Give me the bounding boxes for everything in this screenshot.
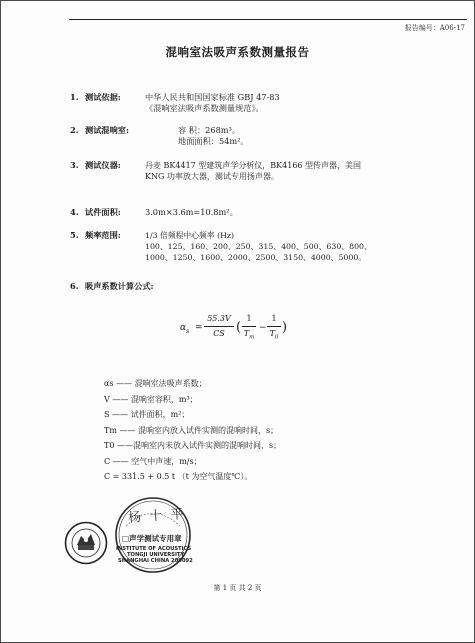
section-line: 丹麦 BK4417 型建筑声学分析仪，BK4166 型传声器，美国 bbox=[145, 161, 362, 170]
report-title: 混响室法吸声系数测量报告 bbox=[165, 45, 310, 59]
section-body bbox=[145, 92, 280, 114]
section-heading: 吸声系数计算公式: bbox=[85, 281, 154, 291]
legend-text: —— 试件面积，m²； bbox=[112, 410, 190, 419]
section-3 bbox=[70, 160, 450, 184]
page-footer: 第 1 页 共 2 页 bbox=[213, 584, 262, 592]
section-number: 2. bbox=[70, 125, 79, 135]
stamp-english-line: TONGJI UNIVERSITY bbox=[127, 552, 185, 558]
section-2 bbox=[70, 125, 450, 149]
section-heading: 频率范围: bbox=[85, 230, 121, 240]
section-number: 1. bbox=[70, 92, 79, 102]
section-number: 5. bbox=[70, 230, 79, 240]
legend-symbol: V bbox=[104, 394, 110, 404]
formula-equals: = bbox=[195, 323, 203, 333]
legend-text: —— 混响室内放入试件实测的混响时间，s； bbox=[119, 425, 279, 435]
legend-symbol: C = 331.5 + 0.5 t bbox=[104, 472, 176, 481]
formula-symbol: α bbox=[180, 323, 187, 333]
section-6 bbox=[70, 281, 450, 295]
section-number: 4. bbox=[70, 207, 79, 217]
formula-subscript: s bbox=[186, 327, 190, 335]
section-number: 6. bbox=[70, 281, 79, 291]
legend-row bbox=[104, 376, 281, 392]
formula-paren: ( bbox=[236, 320, 242, 335]
legend-row bbox=[104, 469, 281, 485]
section-heading: 测试依据: bbox=[85, 92, 121, 102]
legend-row bbox=[104, 392, 281, 408]
stamp-english-line: INSTITUTE OF ACOUSTICS bbox=[116, 546, 192, 552]
section-line: 中华人民共和国国家标准 GBJ 47-83 bbox=[145, 92, 280, 102]
section-heading: 试件面积: bbox=[85, 207, 121, 217]
section-number: 3. bbox=[70, 160, 79, 170]
section-heading: 测试混响室: bbox=[85, 125, 129, 135]
section-1 bbox=[70, 92, 450, 116]
stamp-english-line: SHANGHAI CHINA 200092 bbox=[118, 558, 193, 564]
symbol-legend bbox=[104, 376, 281, 485]
section-body bbox=[145, 160, 361, 182]
legend-row bbox=[104, 454, 281, 470]
section-line: 《混响室法吸声系数测量规范》。 bbox=[145, 103, 264, 113]
formula-one: 1 bbox=[246, 314, 252, 323]
absorption-formula bbox=[180, 311, 290, 347]
section-4 bbox=[70, 207, 450, 221]
legend-symbol: T0 bbox=[104, 441, 115, 450]
legend-row bbox=[104, 407, 281, 423]
section-body bbox=[145, 207, 238, 218]
formula-subscript: 0 bbox=[274, 334, 279, 341]
section-line: 1000、1250、1600、2000、2500、3150、4000、5000。 bbox=[145, 253, 367, 262]
section-line: 3.0m×3.6m=10.8m²。 bbox=[145, 207, 238, 217]
legend-text: ——混响室内未放入试件实测的混响时间，s； bbox=[116, 441, 282, 450]
section-line: 容 积：268m³。 bbox=[178, 125, 241, 135]
legend-text: （t 为空气温度℃）。 bbox=[177, 472, 253, 481]
header-rule bbox=[69, 19, 467, 20]
legend-text: —— 混响室容积，m³； bbox=[112, 394, 198, 404]
section-line: KNG 功率放大器，测试专用扬声器。 bbox=[145, 172, 279, 181]
section-heading: 测试仪器: bbox=[85, 160, 121, 170]
signature: 杨 十 平 bbox=[127, 507, 186, 526]
section-line: 100、125、160、200、250、315、400、500、630、800、 bbox=[145, 242, 372, 251]
formula-denominator: CS bbox=[213, 329, 225, 338]
university-seal-icon bbox=[64, 521, 108, 565]
legend-text: —— 空气中声速，m/s； bbox=[112, 456, 202, 466]
section-line: 地面面积：54m²。 bbox=[178, 136, 249, 146]
legend-text: —— 混响室法吸声系数； bbox=[116, 379, 207, 388]
legend-symbol: S bbox=[104, 410, 110, 419]
legend-row bbox=[104, 438, 281, 454]
formula-one: 1 bbox=[271, 314, 277, 323]
formula-t: T bbox=[269, 329, 275, 338]
report-number: 报告编号：A06-17 bbox=[404, 24, 465, 32]
legend-symbol: C bbox=[104, 456, 111, 466]
formula-numerator: 55.3V bbox=[207, 314, 231, 323]
formula-subscript: m bbox=[249, 334, 255, 341]
section-body bbox=[145, 230, 372, 263]
formula-paren: ) bbox=[282, 320, 288, 335]
formula-minus: − bbox=[259, 323, 267, 333]
legend-symbol: Tm bbox=[104, 425, 117, 435]
section-body bbox=[178, 125, 249, 147]
section-line: 1/3 倍频程中心频率 (Hz) bbox=[145, 231, 235, 240]
formula-t: T bbox=[243, 329, 250, 338]
section-5 bbox=[70, 230, 460, 266]
legend-row bbox=[104, 423, 281, 439]
stamp-center-text: □声学测试专用章 bbox=[122, 534, 182, 543]
legend-symbol: αs bbox=[104, 379, 114, 388]
